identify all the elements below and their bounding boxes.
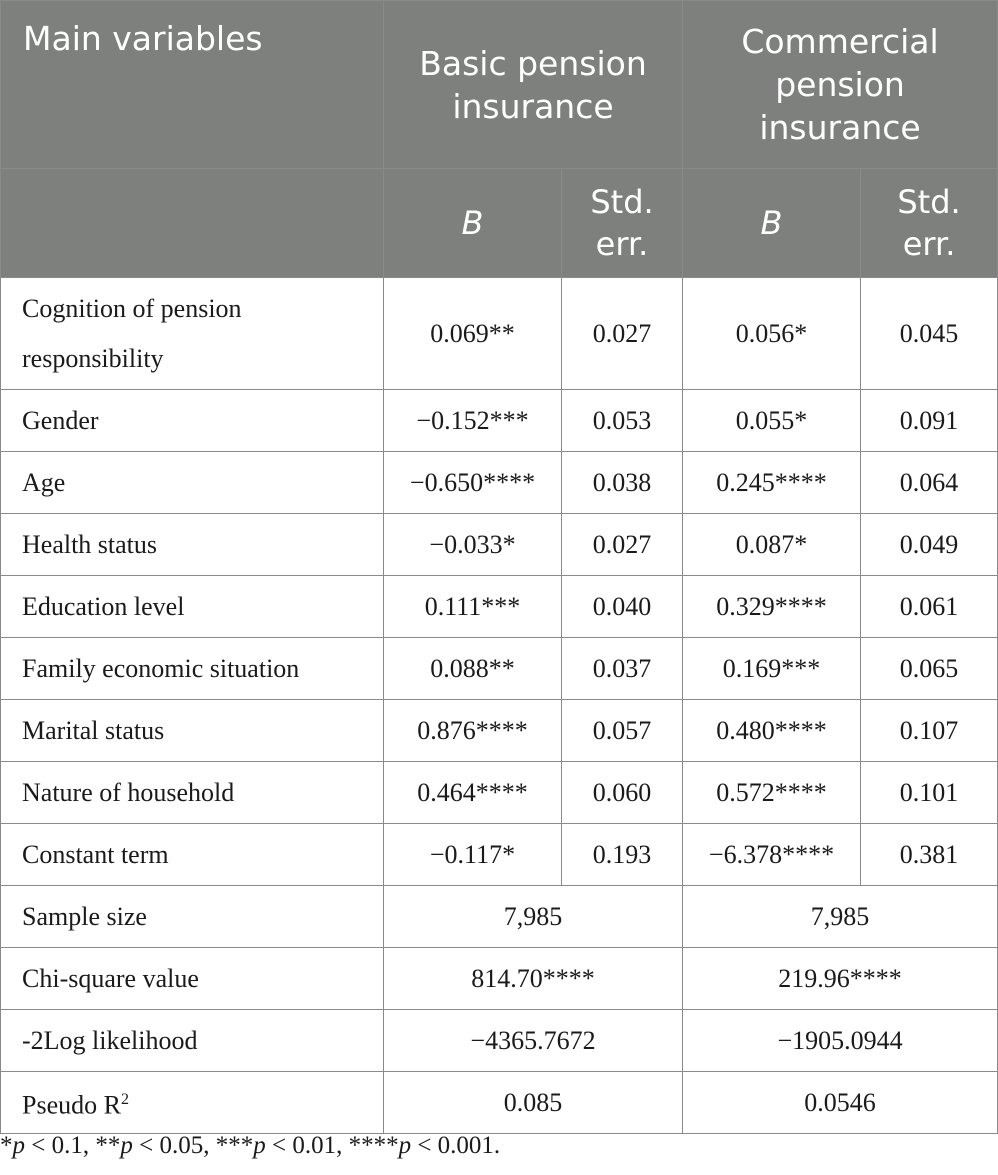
basic-b-value: −0.152*** bbox=[384, 390, 562, 452]
commercial-summary-value: −1905.0944 bbox=[683, 1010, 998, 1072]
footnote-threshold: < 0.001. bbox=[411, 1132, 501, 1159]
commercial-b-value: 0.329**** bbox=[683, 576, 861, 638]
commercial-b-value: 0.572**** bbox=[683, 762, 861, 824]
footnote-p: p bbox=[398, 1132, 412, 1159]
row-label: Family economic situation bbox=[1, 638, 384, 700]
basic-stderr-value: 0.027 bbox=[562, 278, 683, 390]
basic-summary-value: 814.70**** bbox=[384, 948, 683, 1010]
commercial-b-value: 0.480**** bbox=[683, 700, 861, 762]
summary-label: -2Log likelihood bbox=[1, 1010, 384, 1072]
basic-stderr-value: 0.038 bbox=[562, 452, 683, 514]
commercial-stderr-value: 0.107 bbox=[861, 700, 998, 762]
summary-label: Chi-square value bbox=[1, 948, 384, 1010]
basic-b-value: 0.876**** bbox=[384, 700, 562, 762]
footnote-stars: * bbox=[0, 1132, 13, 1159]
summary-row bbox=[1, 1010, 998, 1072]
summary-label: Sample size bbox=[1, 886, 384, 948]
table-row bbox=[1, 700, 998, 762]
commercial-stderr-value: 0.045 bbox=[861, 278, 998, 390]
commercial-b-value: 0.169*** bbox=[683, 638, 861, 700]
commercial-b-value: 0.245**** bbox=[683, 452, 861, 514]
summary-row bbox=[1, 1072, 998, 1134]
subheader-b-commercial: B bbox=[683, 169, 861, 278]
pseudo-r2-label: Pseudo R bbox=[22, 1090, 121, 1120]
header-main-variables: Main variables bbox=[1, 1, 384, 169]
basic-stderr-value: 0.053 bbox=[562, 390, 683, 452]
basic-b-value: 0.464**** bbox=[384, 762, 562, 824]
commercial-summary-value: 7,985 bbox=[683, 886, 998, 948]
basic-stderr-value: 0.193 bbox=[562, 824, 683, 886]
footnote-p: p bbox=[12, 1132, 25, 1159]
row-label: Cognition of pension responsibility bbox=[1, 278, 384, 390]
header-basic-pension: Basic pension insurance bbox=[384, 1, 683, 169]
basic-summary-value: 7,985 bbox=[384, 886, 683, 948]
basic-stderr-value: 0.037 bbox=[562, 638, 683, 700]
commercial-stderr-value: 0.381 bbox=[861, 824, 998, 886]
basic-b-value: 0.069** bbox=[384, 278, 562, 390]
commercial-summary-value: 219.96**** bbox=[683, 948, 998, 1010]
commercial-stderr-value: 0.064 bbox=[861, 452, 998, 514]
commercial-b-value: −6.378**** bbox=[683, 824, 861, 886]
commercial-b-value: 0.087* bbox=[683, 514, 861, 576]
table-row bbox=[1, 514, 998, 576]
basic-b-value: −0.650**** bbox=[384, 452, 562, 514]
commercial-b-value: 0.055* bbox=[683, 390, 861, 452]
footnote-p: p bbox=[253, 1132, 266, 1159]
subheader-empty bbox=[1, 169, 384, 278]
footnote-stars: ** bbox=[95, 1132, 121, 1159]
commercial-stderr-value: 0.065 bbox=[861, 638, 998, 700]
commercial-summary-value: 0.0546 bbox=[683, 1072, 998, 1134]
commercial-stderr-value: 0.061 bbox=[861, 576, 998, 638]
header-row bbox=[1, 1, 998, 169]
basic-stderr-value: 0.057 bbox=[562, 700, 683, 762]
basic-b-value: −0.033* bbox=[384, 514, 562, 576]
footnote-threshold: < 0.01, bbox=[265, 1132, 349, 1159]
subheader-row bbox=[1, 169, 998, 278]
pseudo-r2-superscript: 2 bbox=[120, 1090, 129, 1108]
basic-summary-value: 0.085 bbox=[384, 1072, 683, 1134]
footnote-stars: *** bbox=[215, 1132, 254, 1159]
table-row bbox=[1, 390, 998, 452]
row-label: Education level bbox=[1, 576, 384, 638]
basic-b-value: 0.088** bbox=[384, 638, 562, 700]
row-label: Health status bbox=[1, 514, 384, 576]
footnote-threshold: < 0.05, bbox=[132, 1132, 216, 1159]
basic-b-value: 0.111*** bbox=[384, 576, 562, 638]
table-row bbox=[1, 576, 998, 638]
table-row bbox=[1, 638, 998, 700]
basic-stderr-value: 0.060 bbox=[562, 762, 683, 824]
basic-b-value: −0.117* bbox=[384, 824, 562, 886]
commercial-b-value: 0.056* bbox=[683, 278, 861, 390]
commercial-stderr-value: 0.101 bbox=[861, 762, 998, 824]
footnote-stars: **** bbox=[348, 1132, 399, 1159]
footnote-p: p bbox=[120, 1132, 133, 1159]
basic-stderr-value: 0.027 bbox=[562, 514, 683, 576]
commercial-stderr-value: 0.091 bbox=[861, 390, 998, 452]
basic-summary-value: −4365.7672 bbox=[384, 1010, 683, 1072]
basic-stderr-value: 0.040 bbox=[562, 576, 683, 638]
table-row bbox=[1, 452, 998, 514]
table-row bbox=[1, 762, 998, 824]
commercial-stderr-value: 0.049 bbox=[861, 514, 998, 576]
subheader-stderr-commercial: Std. err. bbox=[861, 169, 998, 278]
footnote-threshold: < 0.1, bbox=[25, 1132, 96, 1159]
row-label: Age bbox=[1, 452, 384, 514]
row-label: Constant term bbox=[1, 824, 384, 886]
row-label: Nature of household bbox=[1, 762, 384, 824]
subheader-stderr-basic: Std. err. bbox=[562, 169, 683, 278]
summary-row bbox=[1, 886, 998, 948]
footnote bbox=[0, 1132, 500, 1160]
row-label: Gender bbox=[1, 390, 384, 452]
subheader-b-basic: B bbox=[384, 169, 562, 278]
row-label: Marital status bbox=[1, 700, 384, 762]
header-commercial-pension: Commercial pension insurance bbox=[683, 1, 998, 169]
table-row bbox=[1, 278, 998, 390]
table-row bbox=[1, 824, 998, 886]
summary-row bbox=[1, 948, 998, 1010]
summary-label bbox=[1, 1072, 384, 1134]
